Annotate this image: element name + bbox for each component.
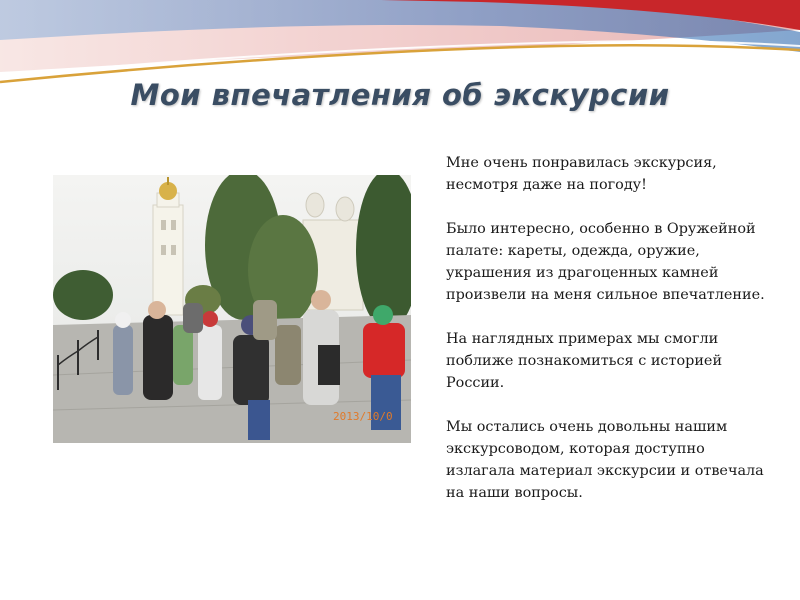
excursion-photo bbox=[53, 175, 411, 443]
decorative-banner bbox=[0, 0, 800, 90]
paragraph-1: Мне очень понравилась экскурсия, несмотря даже на погоду! bbox=[446, 155, 717, 193]
photo-date-stamp: 2013/10/0 bbox=[333, 410, 393, 423]
paragraph-3: На наглядных примерах мы смогли поближе познакомиться с историей России. bbox=[446, 331, 723, 391]
paragraph-2: Было интересно, особенно в Оружейной палате: кареты, одежда, оружие, украшения из драгоценных камней произвели на меня сильное впечатление. bbox=[446, 221, 765, 303]
photo-bell-tower bbox=[153, 177, 183, 315]
photo-pavement bbox=[53, 315, 411, 443]
body-text bbox=[446, 152, 776, 504]
paragraph-4: Мы остались очень довольны нашим экскурсоводом, которая доступно излагала материал экскурсии и отвечала на наши вопросы. bbox=[446, 419, 764, 501]
page-title: Мои впечатления об экскурсии bbox=[130, 78, 670, 112]
